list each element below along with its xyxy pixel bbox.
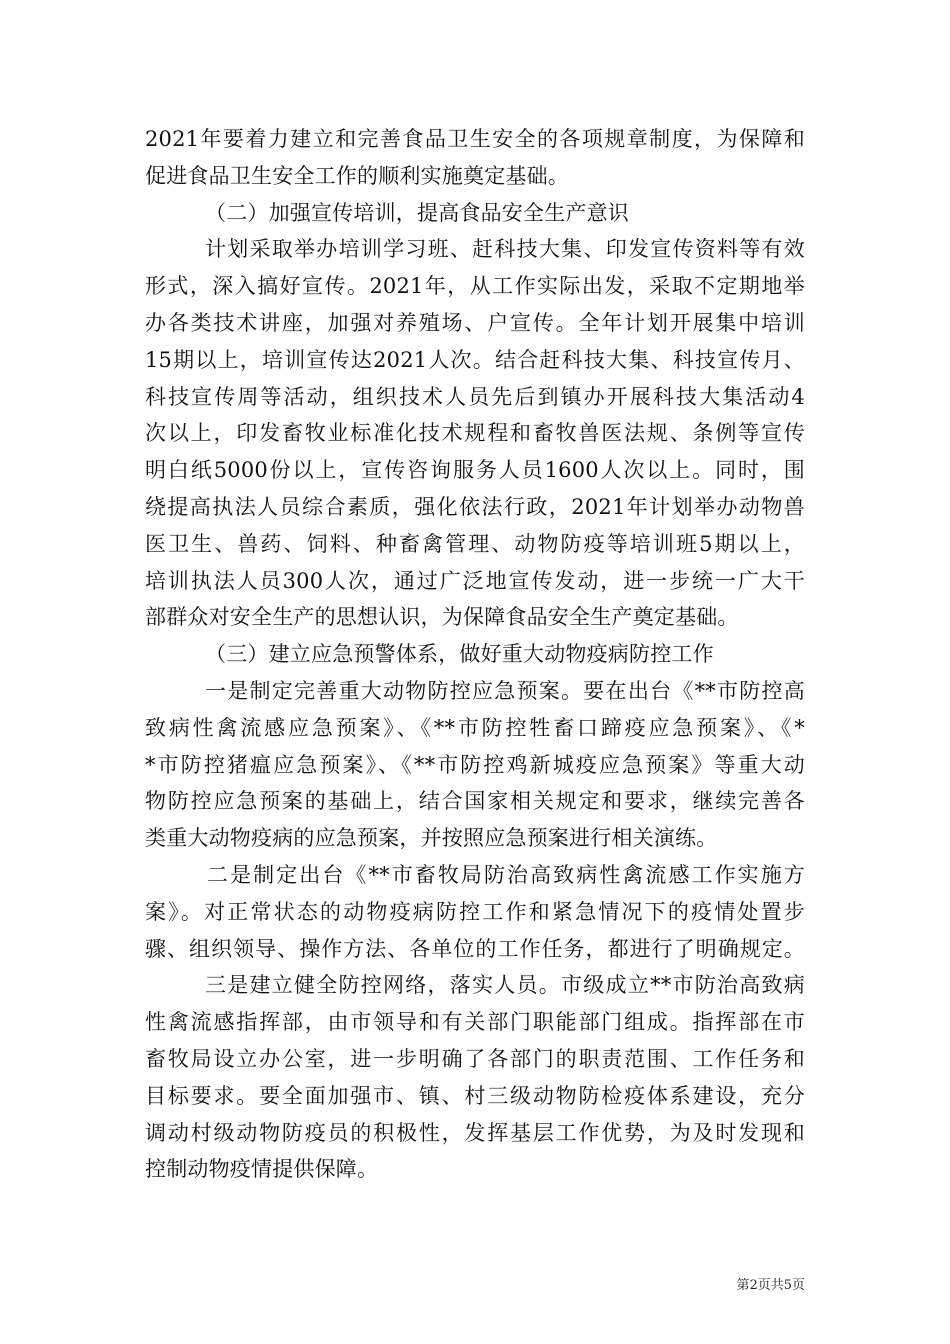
paragraph-line: 物防控应急预案的基础上，结合国家相关规定和要求，继续完善各: [145, 789, 805, 814]
paragraph-line: 绕提高执法人员综合素质，强化依法行政，2021年计划举办动物兽: [145, 494, 805, 519]
paragraph-line: 办各类技术讲座，加强对养殖场、户宣传。全年计划开展集中培训: [145, 310, 805, 335]
section-heading: （二）加强宣传培训，提高食品安全生产意识: [205, 200, 629, 225]
paragraph-line: 案》。对正常状态的动物疫病防控工作和紧急情况下的疫情处置步: [145, 899, 805, 924]
paragraph-line: *市防控猪瘟应急预案》、《**市防控鸡新城疫应急预案》等重大动: [145, 752, 805, 777]
paragraph-line: 促进食品卫生安全工作的顺利实施奠定基础。: [145, 163, 569, 188]
paragraph-line: 二是制定出台《**市畜牧局防治高致病性禽流感工作实施方: [207, 862, 805, 887]
section-heading: （三）建立应急预警体系，做好重大动物疫病防控工作: [205, 642, 714, 667]
paragraph-line: 15期以上，培训宣传达2021人次。结合赶科技大集、科技宣传月、: [145, 347, 805, 372]
paragraph-line: 科技宣传周等活动，组织技术人员先后到镇办开展科技大集活动4: [145, 384, 805, 409]
paragraph-line: 形式，深入搞好宣传。2021年，从工作实际出发，采取不定期地举: [145, 274, 805, 299]
paragraph-line: 部群众对安全生产的思想认识，为保障食品安全生产奠定基础。: [145, 605, 739, 630]
paragraph-line: 致病性禽流感应急预案》、《**市防控牲畜口蹄疫应急预案》、《*: [145, 715, 805, 740]
paragraph-line: 调动村级动物防疫员的积极性，发挥基层工作优势，为及时发现和: [145, 1120, 805, 1145]
paragraph-line: 次以上，印发畜牧业标准化技术规程和畜牧兽医法规、条例等宣传: [145, 421, 805, 446]
paragraph-line: 骤、组织领导、操作方法、各单位的工作任务，都进行了明确规定。: [145, 936, 805, 961]
body-text: [145, 121, 805, 1188]
paragraph-line: 类重大动物疫病的应急预案，并按照应急预案进行相关演练。: [145, 826, 718, 851]
paragraph-line: 一是制定完善重大动物防控应急预案。要在出台《**市防控高: [205, 678, 805, 703]
paragraph-line: 计划采取举办培训学习班、赶科技大集、印发宣传资料等有效: [205, 237, 805, 262]
paragraph-line: 明白纸5000份以上，宣传咨询服务人员1600人次以上。同时，围: [145, 458, 805, 483]
paragraph-line: 性禽流感指挥部，由市领导和有关部门职能部门组成。指挥部在市: [145, 1010, 805, 1035]
paragraph-line: 畜牧局设立办公室，进一步明确了各部门的职责范围、工作任务和: [145, 1046, 805, 1071]
paragraph-line: 培训执法人员300人次，通过广泛地宣传发动，进一步统一广大干: [145, 568, 805, 593]
page-number-footer: 第2页共5页: [736, 1278, 805, 1293]
paragraph-line: 目标要求。要全面加强市、镇、村三级动物防检疫体系建设，充分: [145, 1083, 805, 1108]
paragraph-line: 2021年要着力建立和完善食品卫生安全的各项规章制度，为保障和: [145, 127, 805, 151]
paragraph-line: 医卫生、兽药、饲料、种畜禽管理、动物防疫等培训班5期以上，: [145, 531, 805, 556]
paragraph-line: 控制动物疫情提供保障。: [145, 1157, 379, 1182]
paragraph-line: 三是建立健全防控网络，落实人员。市级成立**市防治高致病: [205, 973, 805, 998]
